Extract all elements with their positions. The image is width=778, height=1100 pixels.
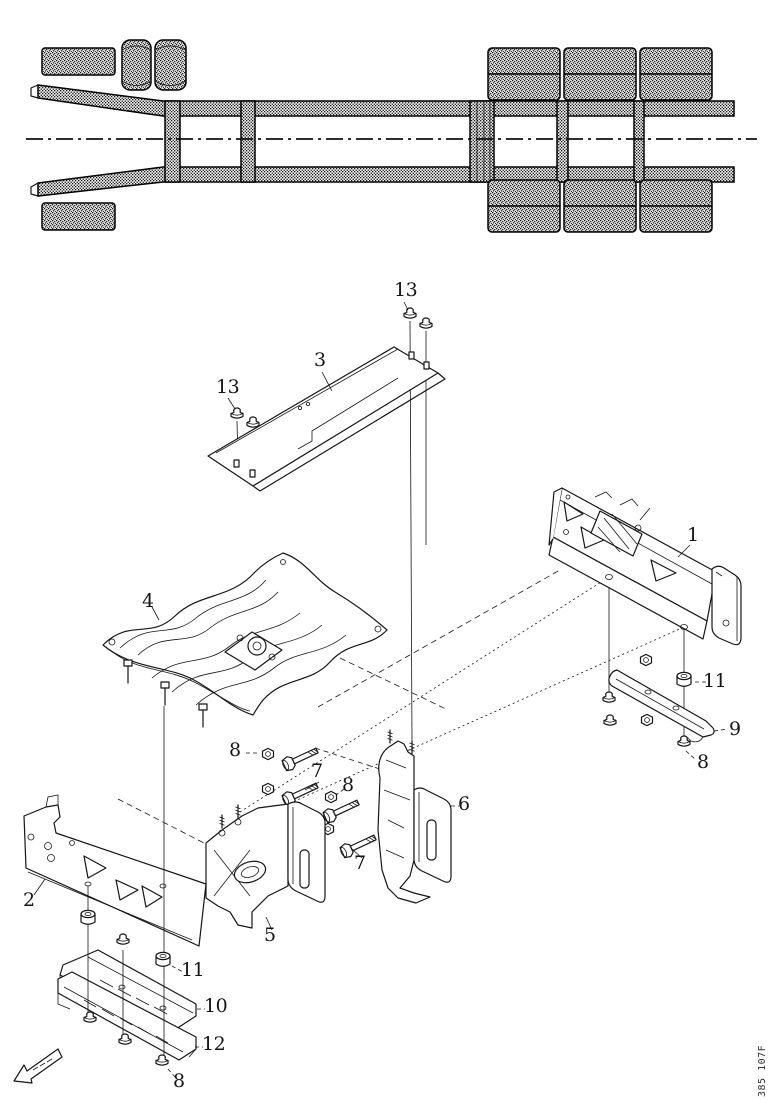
front-wheel-icon [42, 48, 115, 75]
part-1-bracket [549, 488, 741, 760]
part-2-bracket [24, 795, 206, 946]
part-13-nut [420, 318, 432, 328]
part-callout-7: 7 [311, 760, 323, 782]
exploded-view [14, 302, 741, 1083]
mounting-stud [410, 741, 415, 754]
part-9-strip [609, 670, 714, 742]
part-callout-11: 11 [181, 959, 205, 981]
air-tank-icon [122, 40, 151, 90]
mounting-stud [124, 660, 132, 683]
part-callout-3: 3 [314, 349, 326, 371]
crossmember [165, 101, 180, 182]
part-8-nut [603, 692, 615, 702]
mounting-stud [236, 805, 241, 818]
direction-arrow-icon [14, 1049, 62, 1083]
part-callout-2: 2 [23, 889, 35, 911]
part-8-nut [642, 714, 653, 725]
drawing-reference-code: 385 107F [757, 1044, 768, 1097]
part-8-nut [604, 715, 616, 725]
part-callout-8: 8 [697, 751, 709, 773]
rear-wheels [488, 48, 712, 232]
part-5-bracket [206, 802, 325, 930]
part-callout-13: 13 [216, 376, 240, 398]
part-8-nut [678, 736, 690, 746]
part-callout-5: 5 [264, 924, 276, 946]
part-callout-6: 6 [458, 793, 470, 815]
mounting-stud [220, 815, 225, 828]
part-4-corrugated-plate [103, 553, 387, 727]
part-8-nut [263, 748, 274, 759]
crossmember [557, 101, 568, 182]
part-13-nut [231, 408, 243, 418]
part-13-nut [404, 308, 416, 318]
part-8-nut [117, 934, 129, 944]
part-callout-7: 7 [354, 852, 366, 874]
crossmember [241, 101, 255, 182]
part-callout-13: 13 [394, 279, 418, 301]
part-8-nut [263, 783, 274, 794]
part-callout-10: 10 [204, 995, 228, 1017]
mounting-stud [388, 730, 393, 743]
part-8-nut [326, 791, 337, 802]
part-13-nut [247, 417, 259, 427]
part-callout-9: 9 [729, 718, 741, 740]
air-tank-icon [155, 40, 186, 90]
mounting-stud [161, 682, 169, 705]
part-callout-4: 4 [142, 590, 154, 612]
chassis-top-view [26, 40, 757, 232]
crossmember [634, 101, 644, 182]
mounting-stud [199, 704, 207, 727]
part-callout-12: 12 [202, 1033, 226, 1055]
part-callout-8: 8 [229, 739, 241, 761]
part-6-bracket [378, 730, 459, 903]
part-11-spacer [156, 952, 170, 966]
front-wheel-icon [42, 203, 115, 230]
part-8-nut [119, 1034, 131, 1044]
part-8-nut [641, 654, 652, 665]
part-11-spacer [677, 672, 691, 686]
part-callout-8: 8 [342, 774, 354, 796]
part-8-nut [156, 1055, 168, 1065]
part-callout-1: 1 [687, 524, 699, 546]
part-callout-8: 8 [173, 1070, 185, 1092]
part-11-spacer [81, 910, 95, 924]
part-callout-11: 11 [703, 670, 727, 692]
